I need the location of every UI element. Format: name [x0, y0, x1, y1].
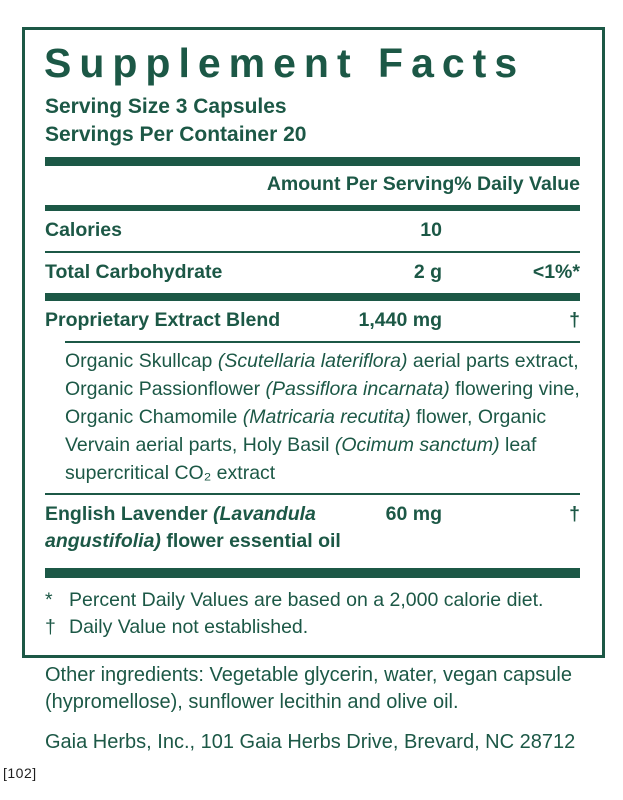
blend-daily-value: † — [569, 309, 580, 332]
divider-thick-bottom — [45, 568, 580, 578]
supplement-facts-panel — [22, 27, 605, 658]
table-header-row — [45, 166, 580, 205]
panel-title: Supplement Facts — [44, 40, 526, 86]
blend-description: Organic Skullcap (Scutellaria lateriflora) aerial parts extract, Organic Passionflower (Passiflora incarnata) flowering vine, Organic Chamomile (Matricaria recutita) flower, Organic Vervain aerial parts, Holy Basil (Ocimum sanctum) leaf supercritical CO₂ extract — [65, 350, 580, 485]
header-daily-value: % Daily Value — [454, 173, 580, 196]
table-row-calories — [45, 211, 580, 251]
footnote-daily-values-text: Percent Daily Values are based on a 2,000 calorie diet. — [69, 589, 544, 612]
manufacturer-address: Gaia Herbs, Inc., 101 Gaia Herbs Drive, Brevard, NC 28712 — [45, 731, 576, 753]
divider-thick-top — [45, 157, 580, 166]
serving-size-text: Serving Size 3 Capsules — [45, 95, 287, 119]
asterisk-marker: * — [45, 589, 53, 612]
servings-per-container-text: Servings Per Container 20 — [45, 123, 307, 147]
carbohydrate-daily-value: <1%* — [532, 261, 580, 284]
footnote-not-established-text: Daily Value not established. — [69, 616, 309, 639]
header-amount-per-serving: Amount Per Serving — [266, 173, 455, 196]
lavender-daily-value: † — [569, 503, 580, 526]
table-row-proprietary-blend — [45, 301, 580, 341]
blend-amount: 1,440 mg — [358, 309, 442, 332]
divider-thin-indented — [65, 341, 580, 343]
blend-name: Proprietary Extract Blend — [45, 309, 281, 332]
serving-info — [45, 93, 580, 149]
carbohydrate-name: Total Carbohydrate — [45, 261, 223, 284]
lavender-amount: 60 mg — [385, 503, 442, 526]
table-row-total-carbohydrate — [45, 253, 580, 293]
dagger-marker: † — [45, 616, 56, 639]
calories-name: Calories — [45, 219, 122, 242]
other-ingredients-text: Other ingredients: Vegetable glycerin, water, vegan capsule (hypromellose), sunflower lecithin and olive oil. — [45, 664, 572, 713]
divider-thick-mid — [45, 293, 580, 301]
calories-amount: 10 — [420, 219, 442, 242]
label-code: [102] — [3, 765, 37, 781]
footnote-daily-values — [45, 587, 580, 614]
carbohydrate-amount: 2 g — [413, 261, 442, 284]
lavender-name: English Lavender (Lavandula angustifolia) flower essential oil — [45, 503, 341, 553]
footnotes — [45, 578, 580, 647]
below-panel-info — [45, 662, 593, 755]
table-row-english-lavender — [45, 495, 580, 562]
footnote-not-established — [45, 614, 580, 641]
